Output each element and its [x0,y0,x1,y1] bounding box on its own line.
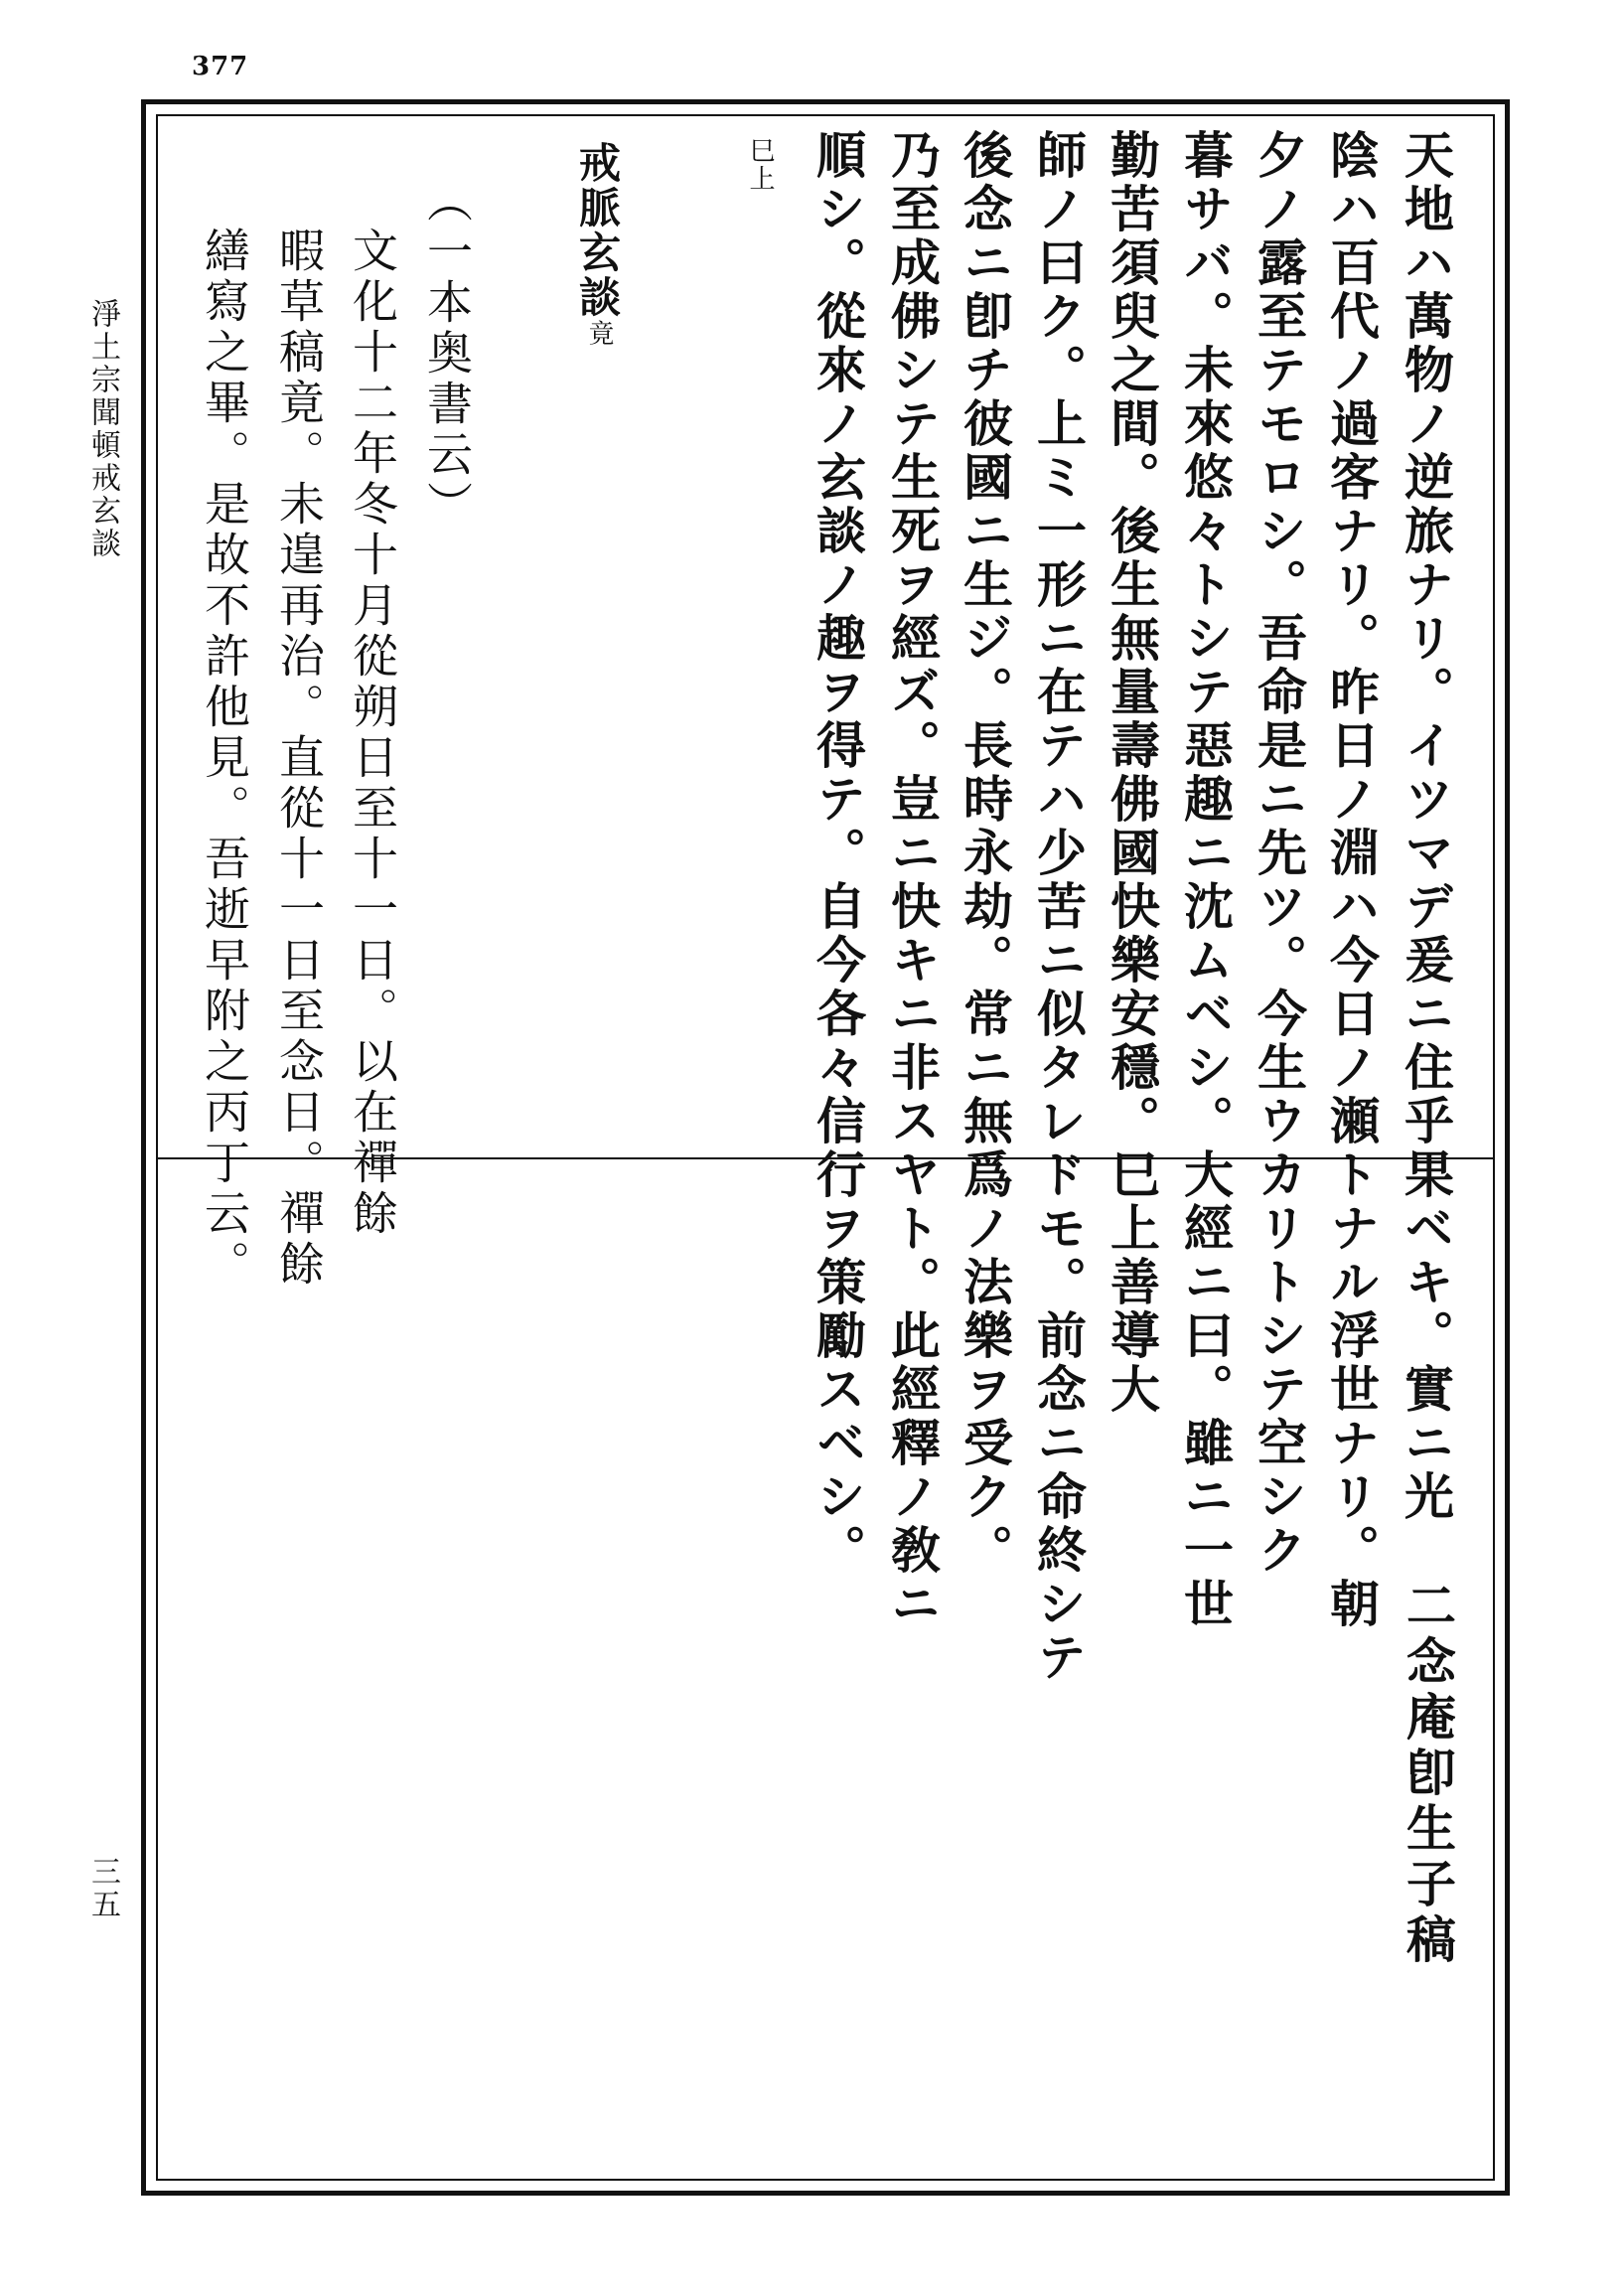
colophon-line: 文化十二年冬十月從朔日至十一日。以在禪餘 [346,227,399,1240]
end-title-text: 戒脈玄談 [573,141,622,320]
author-signature: 二念庵卽生子稿 [1399,1580,1457,1969]
text-line: 師ノ曰ク。上ミ一形ニ在テハ少苦ニ似タレドモ。前念ニ命終シテ [1029,129,1088,1685]
text-line: 後念ニ卽チ彼國ニ生ジ。長時永劫。常ニ無爲ノ法樂ヲ受ク。 [956,129,1014,1578]
page-number: 377 [192,52,249,81]
end-title-suffix: 竟 [584,320,614,348]
colophon-line: 繕寫之畢。是故不許他見。吾逝早附之丙丁云。 [198,227,251,1291]
colophon-heading: （一本奥書云） [420,177,474,532]
text-line: 天地ハ萬物ノ逆旅ナリ。イツマデ爰ニ住乎果ベキ。實ニ光 [1397,129,1455,1524]
colophon-line: 暇草稿竟。未遑再治。直從十一日至念日。禪餘 [272,227,326,1291]
text-line: 陰ハ百代ノ過客ナリ。昨日ノ淵ハ今日ノ瀬トナル浮世ナリ。朝 [1322,129,1381,1631]
text-line: 順シ。從來ノ玄談ノ趣ヲ得テ。自今各々信行ヲ策勵スベシ。 [809,129,867,1578]
trailing-note: 巳上 [745,137,775,193]
text-line: 勤苦須臾之間。後生無量壽佛國快樂安穩。巳上善導大 [1103,129,1161,1417]
text-line: 暮サバ。未來悠々トシテ惡趣ニ沈ムベシ。大經ニ曰。雖ニ一世 [1176,129,1235,1631]
text-line: 乃至成佛シテ生死ヲ經ズ。豈ニ快キニ非スヤト。此經釋ノ敎ニ [883,129,942,1631]
text-line: 夕ノ露至テモロシ。吾命是ニ先ツ。今生ウカリトシテ空シク [1250,129,1308,1578]
running-title: 淨土宗聞頓戒玄談 [85,298,120,560]
folio-number: 三五 [85,1856,120,1921]
